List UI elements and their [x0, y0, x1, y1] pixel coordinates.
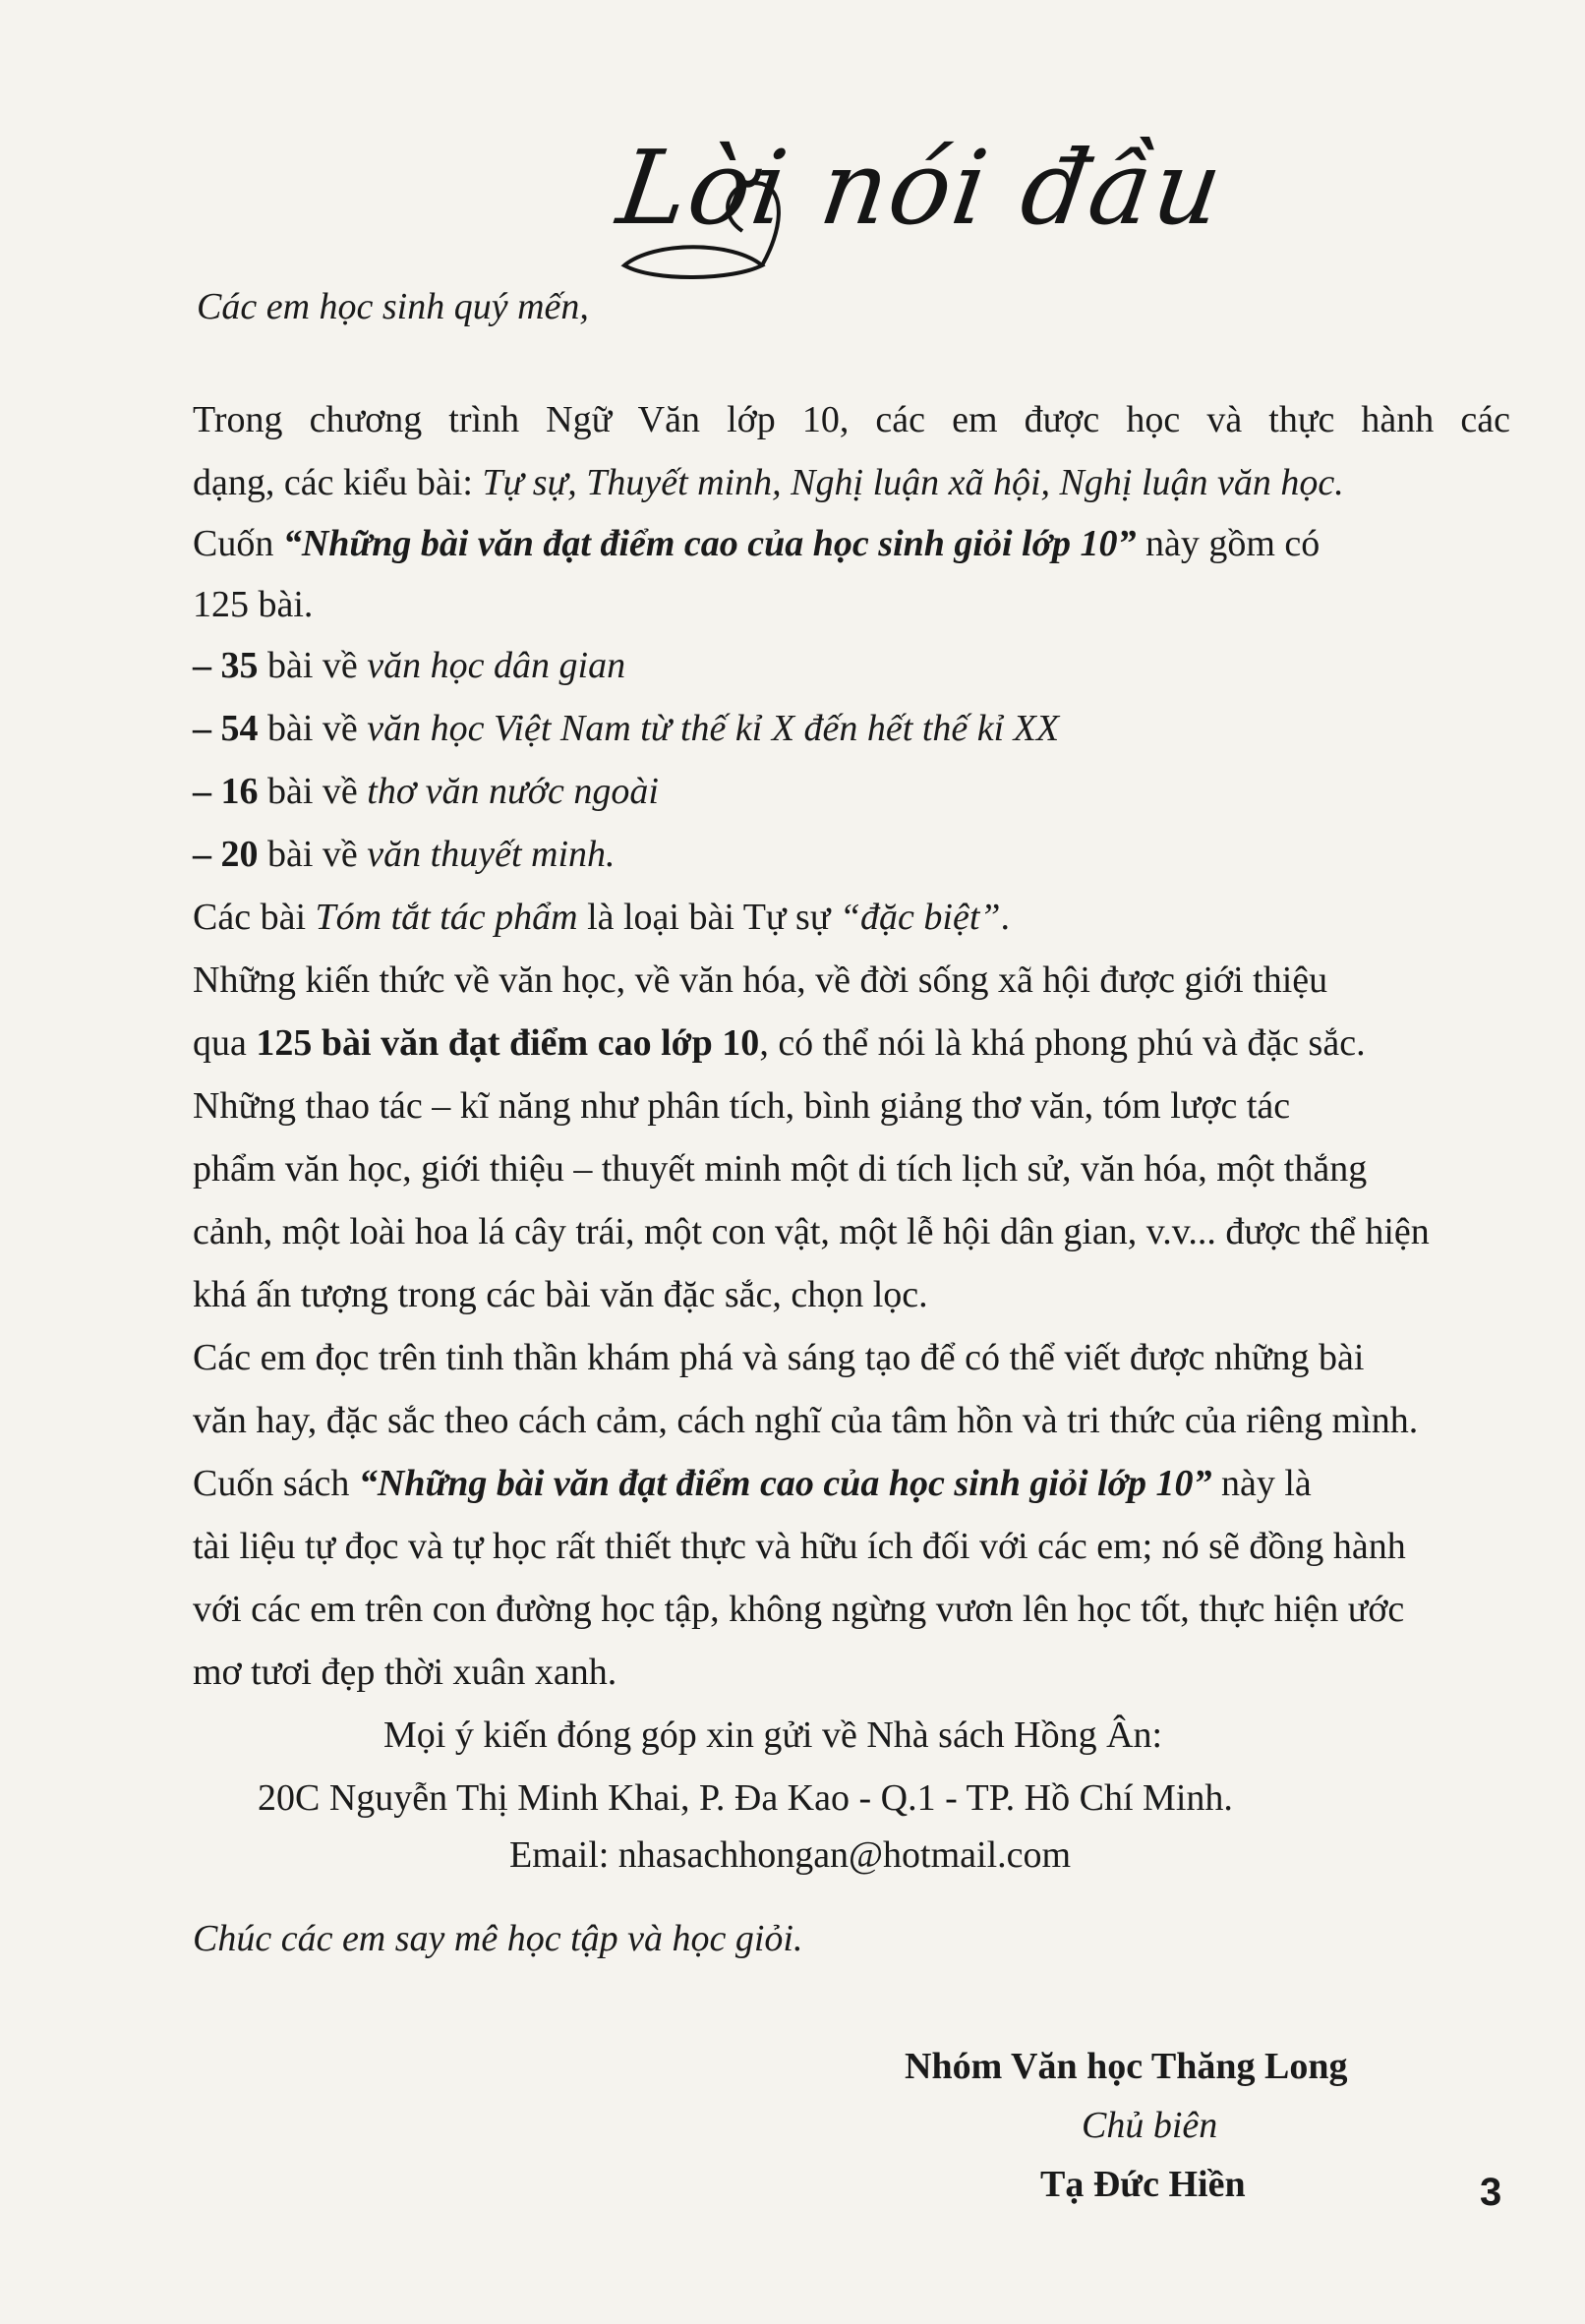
- paragraph-5-line-1: Những thao tác – kĩ năng như phân tích, bình giảng thơ văn, tóm lược tác: [193, 1085, 1291, 1127]
- paragraph-6-line-2: văn hay, đặc sắc theo cách cảm, cách nghĩ của tâm hồn và tri thức của riêng mình.: [193, 1400, 1419, 1441]
- contact-address: 20C Nguyễn Thị Minh Khai, P. Đa Kao - Q.1 - TP. Hồ Chí Minh.: [258, 1777, 1233, 1819]
- page-heading: Lời nói đầu: [611, 128, 1231, 248]
- paragraph-4-line-2: qua 125 bài văn đạt điểm cao lớp 10, có thể nói là khá phong phú và đặc sắc.: [193, 1022, 1366, 1064]
- paragraph-7-line-4: mơ tươi đẹp thời xuân xanh.: [193, 1652, 617, 1693]
- signature-group: Nhóm Văn học Thăng Long: [905, 2046, 1348, 2087]
- paragraph-7-line-3: với các em trên con đường học tập, không ngừng vươn lên học tốt, thực hiện ước: [193, 1589, 1405, 1630]
- list-item: – 54 bài về văn học Việt Nam từ thế kỉ X đến hết thế kỉ XX: [193, 708, 1060, 749]
- contact-email: Email: nhasachhongan@hotmail.com: [509, 1834, 1072, 1876]
- paragraph-1-line-2: dạng, các kiểu bài: Tự sự, Thuyết minh, Nghị luận xã hội, Nghị luận văn học.: [193, 462, 1344, 503]
- page-number: 3: [1480, 2171, 1502, 2214]
- paragraph-2-line-1: Cuốn “Những bài văn đạt điểm cao của học sinh giỏi lớp 10” này gồm có: [193, 523, 1321, 564]
- paragraph-3: Các bài Tóm tắt tác phẩm là loại bài Tự sự “đặc biệt”.: [193, 897, 1011, 938]
- contact-line-1: Mọi ý kiến đóng góp xin gửi về Nhà sách Hồng Ân:: [383, 1714, 1163, 1756]
- paragraph-5-line-3: cảnh, một loài hoa lá cây trái, một con vật, một lễ hội dân gian, v.v... được thể hiện: [193, 1211, 1430, 1252]
- list-item: – 35 bài về văn học dân gian: [193, 645, 626, 686]
- greeting: Các em học sinh quý mến,: [197, 286, 589, 327]
- paragraph-6-line-1: Các em đọc trên tinh thần khám phá và sáng tạo để có thể viết được những bài: [193, 1337, 1365, 1378]
- paragraph-5-line-2: phẩm văn học, giới thiệu – thuyết minh một di tích lịch sử, văn hóa, một thắng: [193, 1148, 1368, 1190]
- paragraph-7-line-1: Cuốn sách “Những bài văn đạt điểm cao của học sinh giỏi lớp 10” này là: [193, 1463, 1312, 1504]
- paragraph-5-line-4: khá ấn tượng trong các bài văn đặc sắc, chọn lọc.: [193, 1274, 928, 1315]
- paragraph-1-line-1: Trong chương trình Ngữ Văn lớp 10, các em được học và thực hành các: [193, 399, 1510, 440]
- list-item: – 16 bài về thơ văn nước ngoài: [193, 771, 659, 812]
- paragraph-2-line-2: 125 bài.: [193, 584, 314, 625]
- paragraph-4-line-1: Những kiến thức về văn học, về văn hóa, về đời sống xã hội được giới thiệu: [193, 959, 1328, 1001]
- list-item: – 20 bài về văn thuyết minh.: [193, 834, 616, 875]
- signature-role: Chủ biên: [1082, 2105, 1218, 2146]
- signature-name: Tạ Đức Hiền: [1040, 2164, 1246, 2205]
- closing-wish: Chúc các em say mê học tập và học giỏi.: [193, 1918, 803, 1959]
- paragraph-7-line-2: tài liệu tự đọc và tự học rất thiết thực và hữu ích đối với các em; nó sẽ đồng hành: [193, 1526, 1406, 1567]
